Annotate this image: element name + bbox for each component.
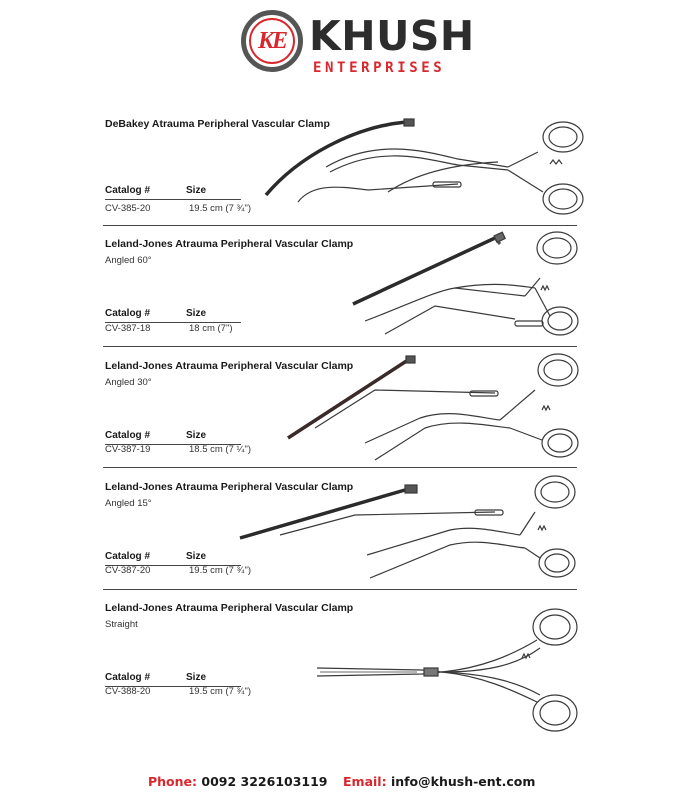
straight-clamp-image [312,600,587,735]
size-label: Size [186,672,207,683]
size-value: 19.5 cm (7 ¾") [189,203,251,214]
section-divider [103,346,577,347]
spec-header [105,308,241,323]
size-label: Size [186,430,207,441]
product-subtitle: Angled 15° [105,498,152,509]
email-address[interactable]: info@khush-ent.com [390,774,536,789]
spec-header [105,672,241,687]
brand-name: KHUSH [309,12,475,60]
angled-15-clamp-image [235,470,585,585]
product-title: DeBakey Atrauma Peripheral Vascular Clamp [105,118,330,130]
size-label: Size [186,308,207,319]
spec-header [105,185,241,200]
product-subtitle: Straight [105,619,138,630]
section-divider [103,467,577,468]
spec-values [105,323,295,335]
product-title: Leland-Jones Atrauma Peripheral Vascular Clamp [105,602,354,614]
section-divider [103,589,577,590]
phone-label: Phone: [148,774,198,789]
product-title: Leland-Jones Atrauma Peripheral Vascular Clamp [105,481,354,493]
catalog-label: Catalog # [105,551,151,562]
catalog-number: CV-387-18 [105,323,151,334]
catalog-number: CV-385-20 [105,203,151,214]
product-subtitle: Angled 30° [105,377,152,388]
brand-subtitle: ENTERPRISES [313,60,446,76]
logo-badge-monogram: KE [249,18,295,64]
size-value: 18 cm (7") [189,323,233,334]
phone-number[interactable]: 0092 3226103119 [201,774,328,789]
product-title: Leland-Jones Atrauma Peripheral Vascular Clamp [105,238,354,250]
size-label: Size [186,551,207,562]
footer-email [343,774,535,789]
catalog-label: Catalog # [105,185,151,196]
size-value: 19.5 cm (7 ¾") [189,565,251,576]
catalog-label: Catalog # [105,308,151,319]
size-label: Size [186,185,207,196]
catalog-label: Catalog # [105,430,151,441]
catalog-number: CV-387-19 [105,444,151,455]
debakey-clamp-image [258,112,588,222]
brand-logo [241,10,475,82]
footer-phone [148,774,328,789]
size-value: 19.5 cm (7 ¾") [189,686,251,697]
size-value: 18.5 cm (7 ¼") [189,444,251,455]
spec-values [105,444,295,456]
product-title: Leland-Jones Atrauma Peripheral Vascular Clamp [105,360,354,372]
spec-values [105,686,295,698]
angled-30-clamp-image [280,348,585,466]
spec-header [105,551,241,566]
angled-60-clamp-image [345,226,585,341]
spec-header [105,430,241,445]
catalog-number: CV-387-20 [105,565,151,576]
logo-badge [241,10,303,72]
product-subtitle: Angled 60° [105,255,152,266]
email-label: Email: [343,774,387,789]
catalog-number: CV-388-20 [105,686,151,697]
catalog-label: Catalog # [105,672,151,683]
